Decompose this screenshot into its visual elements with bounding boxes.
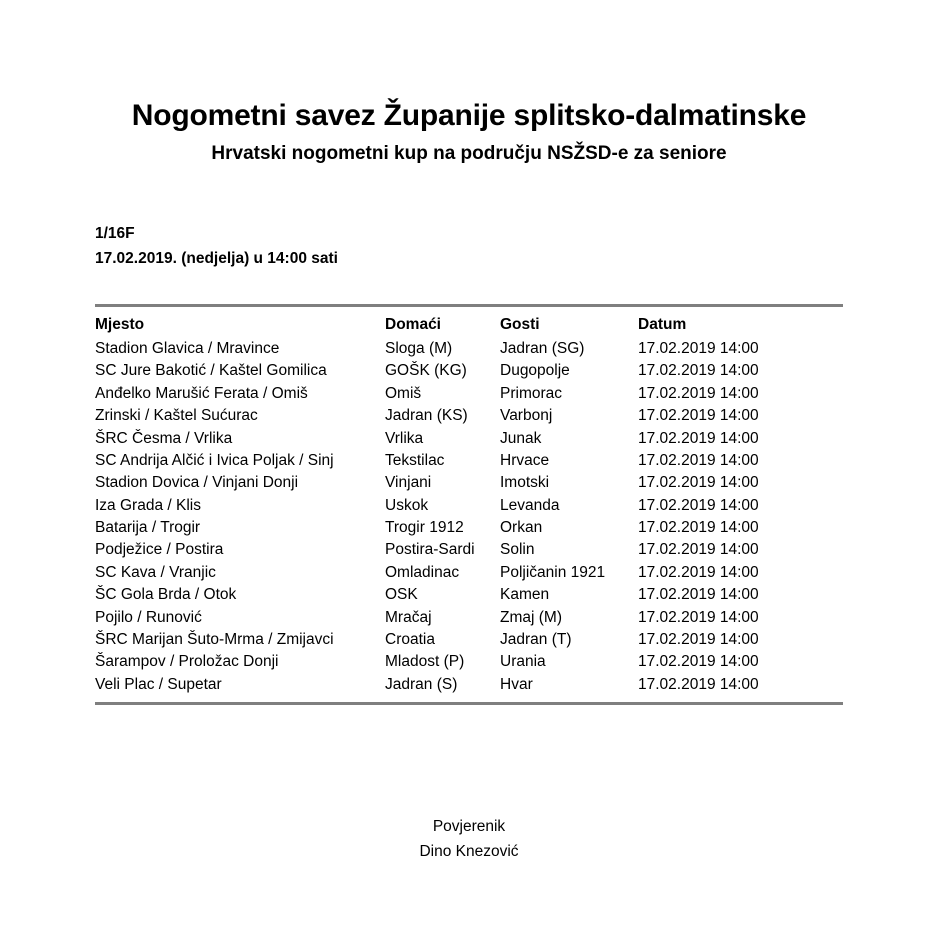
cell-venue: SC Andrija Alčić i Ivica Poljak / Sinj <box>95 451 334 469</box>
cell-home: Omladinac <box>385 563 460 581</box>
cell-away: Jadran (SG) <box>500 340 585 358</box>
table-row <box>95 360 843 382</box>
page-title: Nogometni savez Županije splitsko-dalmatinske <box>131 99 807 132</box>
cell-venue: Zrinski / Kaštel Sućurac <box>95 407 258 425</box>
cell-date: 17.02.2019 14:00 <box>638 496 759 514</box>
column-header-home: Domaći <box>385 315 441 333</box>
table-row <box>95 629 843 651</box>
cell-venue: Šarampov / Proložac Donji <box>95 653 279 671</box>
cell-home: Croatia <box>385 630 435 648</box>
cell-date: 17.02.2019 14:00 <box>638 541 759 559</box>
column-header-venue: Mjesto <box>95 315 145 333</box>
table-row <box>95 651 843 673</box>
cell-away: Kamen <box>500 586 550 604</box>
cell-home: Sloga (M) <box>385 340 453 358</box>
table-row <box>95 562 843 584</box>
cell-home: OSK <box>385 586 418 604</box>
table-row <box>95 338 843 360</box>
column-header-away: Gosti <box>500 315 540 333</box>
table-header-row <box>95 307 843 338</box>
cell-home: Trogir 1912 <box>385 519 464 537</box>
cell-home: Uskok <box>385 496 429 514</box>
column-header-date: Datum <box>638 315 687 333</box>
table-row <box>95 450 843 472</box>
cell-date: 17.02.2019 14:00 <box>638 653 759 671</box>
cell-home: GOŠK (KG) <box>385 362 467 380</box>
cell-home: Postira-Sardi <box>385 541 475 559</box>
document-header <box>0 0 938 166</box>
signatory-role: Povjerenik <box>432 818 506 835</box>
table-row <box>95 472 843 494</box>
cell-home: Jadran (KS) <box>385 407 468 425</box>
table-row <box>95 674 843 696</box>
cell-venue: ŠRC Česma / Vrlika <box>95 429 233 447</box>
cell-away: Dugopolje <box>500 362 570 380</box>
signatory-name: Dino Knezović <box>419 842 519 860</box>
cell-home: Jadran (S) <box>385 675 458 693</box>
cell-date: 17.02.2019 14:00 <box>638 608 759 626</box>
cell-date: 17.02.2019 14:00 <box>638 630 759 648</box>
table-row <box>95 606 843 628</box>
cell-date: 17.02.2019 14:00 <box>638 429 759 447</box>
table-row <box>95 495 843 517</box>
round-datetime: 17.02.2019. (nedjelja) u 14:00 sati <box>95 250 338 268</box>
cell-venue: Iza Grada / Klis <box>95 496 201 514</box>
cell-away: Levanda <box>500 496 560 514</box>
cell-away: Zmaj (M) <box>500 608 562 626</box>
fixtures-section <box>95 304 843 705</box>
cell-venue: Batarija / Trogir <box>95 519 201 537</box>
cell-away: Solin <box>500 541 535 559</box>
cell-home: Omiš <box>385 384 422 402</box>
cell-venue: Anđelko Marušić Ferata / Omiš <box>95 384 308 402</box>
cell-away: Poljičanin 1921 <box>500 563 606 581</box>
document-footer <box>0 815 938 865</box>
cell-venue: SC Jure Bakotić / Kaštel Gomilica <box>95 362 327 380</box>
table-row <box>95 517 843 539</box>
cell-date: 17.02.2019 14:00 <box>638 474 759 492</box>
cell-date: 17.02.2019 14:00 <box>638 340 759 358</box>
cell-date: 17.02.2019 14:00 <box>638 675 759 693</box>
cell-home: Mladost (P) <box>385 653 465 671</box>
cell-venue: Podježice / Postira <box>95 541 224 559</box>
cell-home: Mračaj <box>385 608 432 626</box>
cell-away: Primorac <box>500 384 563 402</box>
table-row <box>95 383 843 405</box>
table-row <box>95 539 843 561</box>
cell-date: 17.02.2019 14:00 <box>638 362 759 380</box>
cell-away: Junak <box>500 429 542 447</box>
cell-away: Urania <box>500 653 546 671</box>
cell-home: Tekstilac <box>385 451 445 469</box>
cell-away: Varbonj <box>500 407 553 425</box>
cell-away: Hrvace <box>500 451 550 469</box>
cell-away: Hvar <box>500 675 533 693</box>
table-row <box>95 584 843 606</box>
table-bottom-rule <box>95 702 843 705</box>
cell-date: 17.02.2019 14:00 <box>638 563 759 581</box>
cell-venue: Stadion Dovica / Vinjani Donji <box>95 474 299 492</box>
cell-venue: ŠC Gola Brda / Otok <box>95 586 237 604</box>
cell-away: Jadran (T) <box>500 630 572 648</box>
cell-date: 17.02.2019 14:00 <box>638 451 759 469</box>
fixtures-table <box>95 307 843 696</box>
cell-venue: Veli Plac / Supetar <box>95 675 222 693</box>
cell-venue: Stadion Glavica / Mravince <box>95 340 280 358</box>
cell-venue: ŠRC Marijan Šuto-Mrma / Zmijavci <box>95 630 334 648</box>
cell-date: 17.02.2019 14:00 <box>638 519 759 537</box>
table-row <box>95 427 843 449</box>
cell-home: Vrlika <box>385 429 424 447</box>
cell-date: 17.02.2019 14:00 <box>638 586 759 604</box>
cell-date: 17.02.2019 14:00 <box>638 384 759 402</box>
cell-date: 17.02.2019 14:00 <box>638 407 759 425</box>
round-label: 1/16F <box>95 224 135 242</box>
page-subtitle: Hrvatski nogometni kup na području NSŽSD-e za seniore <box>211 143 727 164</box>
cell-away: Orkan <box>500 519 543 537</box>
competition-meta <box>95 221 938 272</box>
table-row <box>95 405 843 427</box>
cell-venue: Pojilo / Runović <box>95 608 202 626</box>
cell-venue: SC Kava / Vranjic <box>95 563 216 581</box>
cell-away: Imotski <box>500 474 550 492</box>
cell-home: Vinjani <box>385 474 432 492</box>
